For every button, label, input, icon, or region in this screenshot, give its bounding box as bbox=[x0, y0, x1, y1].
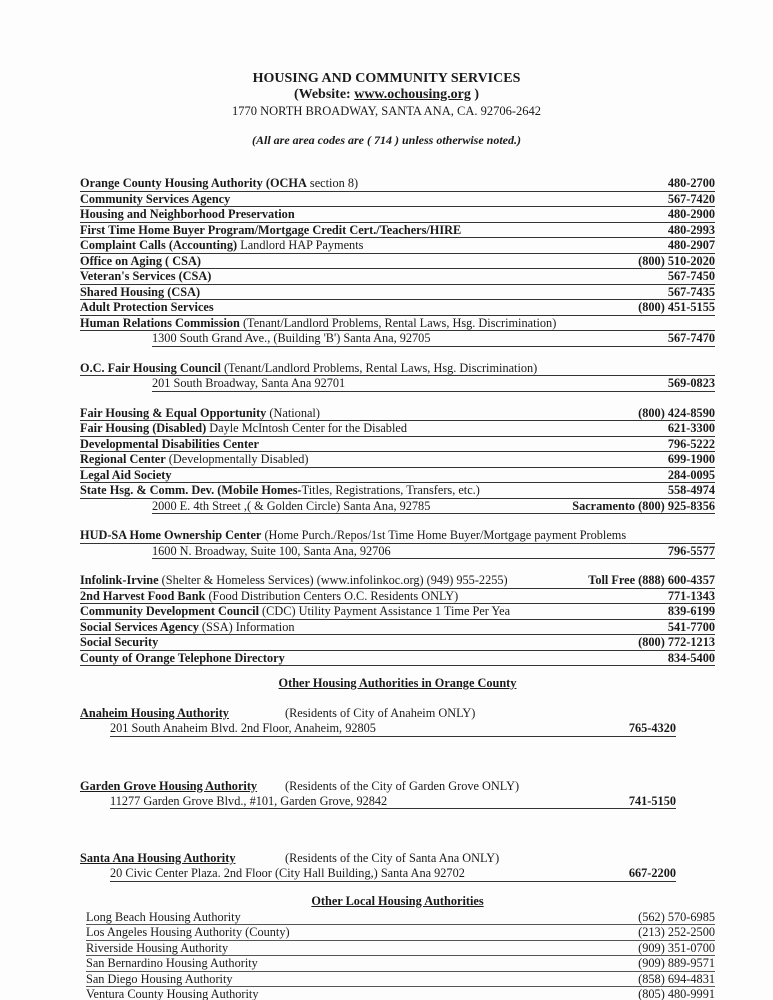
entry-phone: 480-2900 bbox=[667, 207, 715, 221]
entry-phone: 796-5577 bbox=[667, 543, 715, 558]
directory-row bbox=[80, 207, 715, 223]
local-authority-phone: (858) 694-4831 bbox=[638, 971, 715, 986]
directory-row bbox=[80, 620, 715, 636]
entry-note: section 8) bbox=[306, 176, 359, 190]
entry-address: 201 South Broadway, Santa Ana 92701 bbox=[152, 376, 346, 390]
authority-address: 11277 Garden Grove Blvd., #101, Garden Grove, 92842 bbox=[110, 793, 388, 808]
authority-phone: 765-4320 bbox=[628, 721, 676, 735]
directory-row bbox=[80, 238, 715, 254]
entry-phone: 567-7435 bbox=[667, 284, 715, 299]
entry-address: 1300 South Grand Ave., (Building 'B') Santa Ana, 92705 bbox=[152, 331, 431, 345]
entry-address: 1600 N. Broadway, Suite 100, Santa Ana, 92706 bbox=[152, 543, 391, 558]
entry-left bbox=[80, 361, 537, 376]
entry-phone: 480-2700 bbox=[667, 176, 715, 190]
local-authority-row bbox=[86, 941, 715, 957]
entry-left bbox=[80, 573, 508, 588]
entry-left bbox=[80, 207, 295, 222]
directory-list bbox=[80, 176, 715, 1000]
entry-name: Veteran's Services (CSA) bbox=[80, 269, 212, 283]
entry-left bbox=[80, 300, 214, 315]
spacer bbox=[80, 751, 715, 765]
entry-name: Adult Protection Services bbox=[80, 300, 214, 314]
authority-address-row bbox=[110, 866, 676, 882]
local-authority-phone: (562) 570-6985 bbox=[638, 909, 715, 924]
website-suffix: ) bbox=[470, 87, 480, 102]
entry-name: Shared Housing (CSA) bbox=[80, 284, 201, 299]
entry-note: (CDC) Utility Payment Assistance 1 Time Per Yea bbox=[258, 604, 511, 618]
entry-phone: 569-0823 bbox=[667, 376, 715, 390]
entry-left bbox=[80, 589, 458, 604]
entry-phone: 558-4974 bbox=[667, 483, 715, 497]
entry-phone: 771-1343 bbox=[667, 588, 715, 603]
entry-phone: (800) 510-2020 bbox=[638, 253, 715, 268]
authority-note: (Residents of City of Anaheim ONLY) bbox=[285, 706, 476, 720]
entry-phone: 796-5222 bbox=[667, 436, 715, 451]
entry-phone: 567-7470 bbox=[667, 331, 715, 345]
local-authority-name: Riverside Housing Authority bbox=[86, 940, 229, 955]
directory-row bbox=[80, 437, 715, 453]
authority-phone: 667-2200 bbox=[628, 866, 676, 880]
entry-name: Complaint Calls (Accounting) bbox=[80, 238, 238, 252]
directory-row bbox=[80, 254, 715, 270]
authority-name: Garden Grove Housing Authority bbox=[80, 778, 258, 793]
directory-row bbox=[80, 421, 715, 437]
entry-name: Fair Housing (Disabled) bbox=[80, 421, 207, 435]
entry-left bbox=[80, 604, 510, 619]
authority-address-row bbox=[110, 721, 676, 737]
entry-name: Office on Aging ( CSA) bbox=[80, 253, 201, 268]
entry-left bbox=[80, 468, 172, 483]
local-authority-row bbox=[86, 910, 715, 926]
section-title-other-local: Other Local Housing Authorities bbox=[311, 893, 484, 908]
entry-name: Social Services Agency bbox=[80, 619, 199, 634]
local-authority-name: Long Beach Housing Authority bbox=[86, 909, 241, 924]
spacer bbox=[80, 823, 715, 837]
entry-left bbox=[80, 176, 358, 191]
local-authority-row bbox=[86, 925, 715, 941]
website-link[interactable]: www.ochousing.org bbox=[354, 87, 471, 102]
entry-note: Dayle McIntosh Center for the Disabled bbox=[206, 421, 407, 435]
entry-left bbox=[80, 406, 320, 421]
entry-name: Community Development Council bbox=[80, 604, 259, 618]
entry-phone: Toll Free (888) 600-4357 bbox=[588, 573, 715, 587]
spacer bbox=[80, 514, 715, 528]
entry-note: (Developmentally Disabled) bbox=[165, 452, 309, 466]
entry-left bbox=[80, 285, 200, 300]
directory-row bbox=[80, 269, 715, 285]
entry-note: Landlord HAP Payments bbox=[237, 238, 364, 252]
address-row bbox=[152, 331, 715, 347]
entry-name: Legal Aid Society bbox=[80, 467, 172, 482]
entry-name: Infolink-Irvine bbox=[80, 573, 159, 587]
entry-left bbox=[80, 316, 556, 331]
entry-left bbox=[152, 376, 345, 391]
entry-address: 2000 E. 4th Street ,( & Golden Circle) Santa Ana, 92785 bbox=[152, 498, 431, 513]
directory-row bbox=[80, 573, 715, 589]
entry-note: Titles, Registrations, Transfers, etc.) bbox=[301, 483, 480, 497]
housing-authority-row bbox=[80, 851, 715, 866]
entry-note: (Tenant/Landlord Problems, Rental Laws, Hsg. Discrimination) bbox=[239, 315, 557, 330]
spacer bbox=[80, 765, 715, 779]
entry-phone: (800) 424-8590 bbox=[638, 405, 715, 420]
authority-address: 20 Civic Center Plaza. 2nd Floor (City Hall Building,) Santa Ana 92702 bbox=[110, 866, 465, 880]
area-code-note: (All are area codes are ( 714 ) unless otherwise noted.) bbox=[252, 133, 521, 147]
directory-row bbox=[80, 651, 715, 667]
entry-left bbox=[152, 499, 430, 514]
entry-phone: 541-7700 bbox=[667, 619, 715, 634]
website-prefix: (Website: bbox=[293, 87, 355, 102]
authority-address-row bbox=[110, 794, 676, 810]
entry-left bbox=[80, 269, 211, 284]
housing-authority-row bbox=[80, 706, 715, 721]
entry-name: HUD-SA Home Ownership Center bbox=[80, 528, 262, 542]
entry-phone: Sacramento (800) 925-8356 bbox=[572, 498, 715, 513]
directory-row bbox=[80, 452, 715, 468]
entry-left bbox=[80, 483, 480, 498]
entry-left bbox=[80, 421, 407, 436]
entry-name: State Hsg. & Comm. Dev. (Mobile Homes- bbox=[80, 483, 302, 497]
section-title-other-oc: Other Housing Authorities in Orange County bbox=[278, 676, 517, 690]
directory-row bbox=[80, 406, 715, 422]
directory-row bbox=[80, 316, 715, 332]
directory-row bbox=[80, 604, 715, 620]
directory-row bbox=[80, 528, 715, 544]
entry-phone: 834-5400 bbox=[667, 650, 715, 665]
directory-row bbox=[80, 285, 715, 301]
entry-left bbox=[80, 528, 626, 543]
authority-name: Santa Ana Housing Authority bbox=[80, 851, 236, 865]
address-row bbox=[152, 499, 715, 515]
local-authority-name: San Diego Housing Authority bbox=[86, 971, 233, 986]
directory-row bbox=[80, 468, 715, 484]
directory-row bbox=[80, 589, 715, 605]
entry-left bbox=[80, 620, 295, 635]
entry-note: (National) bbox=[266, 405, 320, 420]
directory-row bbox=[80, 223, 715, 239]
local-authority-name: Los Angeles Housing Authority (County) bbox=[86, 925, 290, 939]
entry-phone: 480-2993 bbox=[667, 222, 715, 237]
entry-phone: 699-1900 bbox=[667, 452, 715, 466]
entry-name: 2nd Harvest Food Bank bbox=[80, 588, 206, 603]
local-authority-phone: (909) 351-0700 bbox=[638, 940, 715, 955]
document-title: HOUSING AND COMMUNITY SERVICES bbox=[252, 71, 521, 86]
entry-phone: 480-2907 bbox=[667, 238, 715, 252]
directory-row bbox=[80, 300, 715, 316]
local-authority-name: Ventura County Housing Authority bbox=[86, 987, 259, 1000]
entry-name: Fair Housing & Equal Opportunity bbox=[80, 405, 267, 420]
entry-phone: 567-7420 bbox=[667, 191, 715, 206]
entry-name: Housing and Neighborhood Preservation bbox=[80, 207, 295, 221]
address-line: 1770 NORTH BROADWAY, SANTA ANA, CA. 92706-2642 bbox=[231, 104, 542, 118]
spacer bbox=[80, 837, 715, 851]
directory-row bbox=[80, 176, 715, 192]
entry-name: First Time Home Buyer Program/Mortgage Credit Cert./Teachers/HIRE bbox=[80, 222, 462, 237]
spacer bbox=[80, 809, 715, 823]
entry-left bbox=[152, 331, 430, 346]
entry-left bbox=[80, 635, 158, 650]
authority-phone: 741-5150 bbox=[628, 793, 676, 808]
entry-note: (Food Distribution Centers O.C. Residents ONLY) bbox=[205, 588, 459, 603]
entry-left bbox=[80, 223, 461, 238]
entry-note: (Tenant/Landlord Problems, Rental Laws, Hsg. Discrimination) bbox=[220, 360, 538, 375]
entry-left bbox=[80, 238, 363, 253]
directory-row bbox=[80, 192, 715, 208]
entry-phone: 567-7450 bbox=[667, 269, 715, 283]
local-authority-phone: (805) 480-9991 bbox=[638, 987, 715, 1000]
entry-name: Social Security bbox=[80, 635, 159, 649]
website-line bbox=[0, 87, 773, 103]
entry-phone: 284-0095 bbox=[667, 467, 715, 482]
entry-name: Community Services Agency bbox=[80, 191, 231, 206]
entry-left bbox=[80, 651, 285, 666]
authority-name: Anaheim Housing Authority bbox=[80, 706, 229, 720]
address-row bbox=[152, 376, 715, 392]
directory-row bbox=[80, 483, 715, 499]
entry-note: (Shelter & Homeless Services) (www.infolinkoc.org) (949) 955-2255) bbox=[158, 573, 508, 587]
entry-phone: (800) 772-1213 bbox=[638, 635, 715, 649]
entry-note: (Home Purch./Repos/1st Time Home Buyer/Mortgage payment Problems bbox=[261, 528, 627, 542]
spacer bbox=[80, 559, 715, 573]
entry-name: Orange County Housing Authority (OCHA bbox=[80, 176, 307, 190]
entry-left bbox=[80, 254, 201, 269]
local-authority-row bbox=[86, 987, 715, 1000]
authority-note: (Residents of the City of Garden Grove ONLY) bbox=[285, 778, 520, 793]
entry-name: County of Orange Telephone Directory bbox=[80, 650, 285, 665]
directory-row bbox=[80, 635, 715, 651]
spacer bbox=[80, 347, 715, 361]
address-row bbox=[152, 544, 715, 560]
local-authority-row bbox=[86, 956, 715, 972]
entry-left bbox=[80, 437, 259, 452]
directory-row bbox=[80, 361, 715, 377]
entry-left bbox=[80, 452, 308, 467]
entry-name: Human Relations Commission bbox=[80, 315, 240, 330]
authority-address: 201 South Anaheim Blvd. 2nd Floor, Anaheim, 92805 bbox=[110, 721, 376, 735]
local-authority-row bbox=[86, 972, 715, 988]
entry-note: (SSA) Information bbox=[198, 619, 295, 634]
housing-authority-row bbox=[80, 779, 715, 794]
local-authority-phone: (909) 889-9571 bbox=[638, 956, 715, 970]
authority-note: (Residents of the City of Santa Ana ONLY) bbox=[285, 851, 500, 865]
entry-left bbox=[152, 544, 391, 559]
entry-left bbox=[80, 192, 230, 207]
entry-phone: 621-3300 bbox=[667, 421, 715, 435]
entry-name: Regional Center bbox=[80, 452, 166, 466]
spacer bbox=[80, 737, 715, 751]
entry-phone: 839-6199 bbox=[667, 604, 715, 618]
local-authority-phone: (213) 252-2500 bbox=[638, 925, 715, 939]
entry-name: O.C. Fair Housing Council bbox=[80, 360, 221, 375]
local-authority-name: San Bernardino Housing Authority bbox=[86, 956, 258, 970]
entry-phone: (800) 451-5155 bbox=[638, 300, 715, 314]
entry-name: Developmental Disabilities Center bbox=[80, 436, 259, 451]
spacer bbox=[80, 392, 715, 406]
